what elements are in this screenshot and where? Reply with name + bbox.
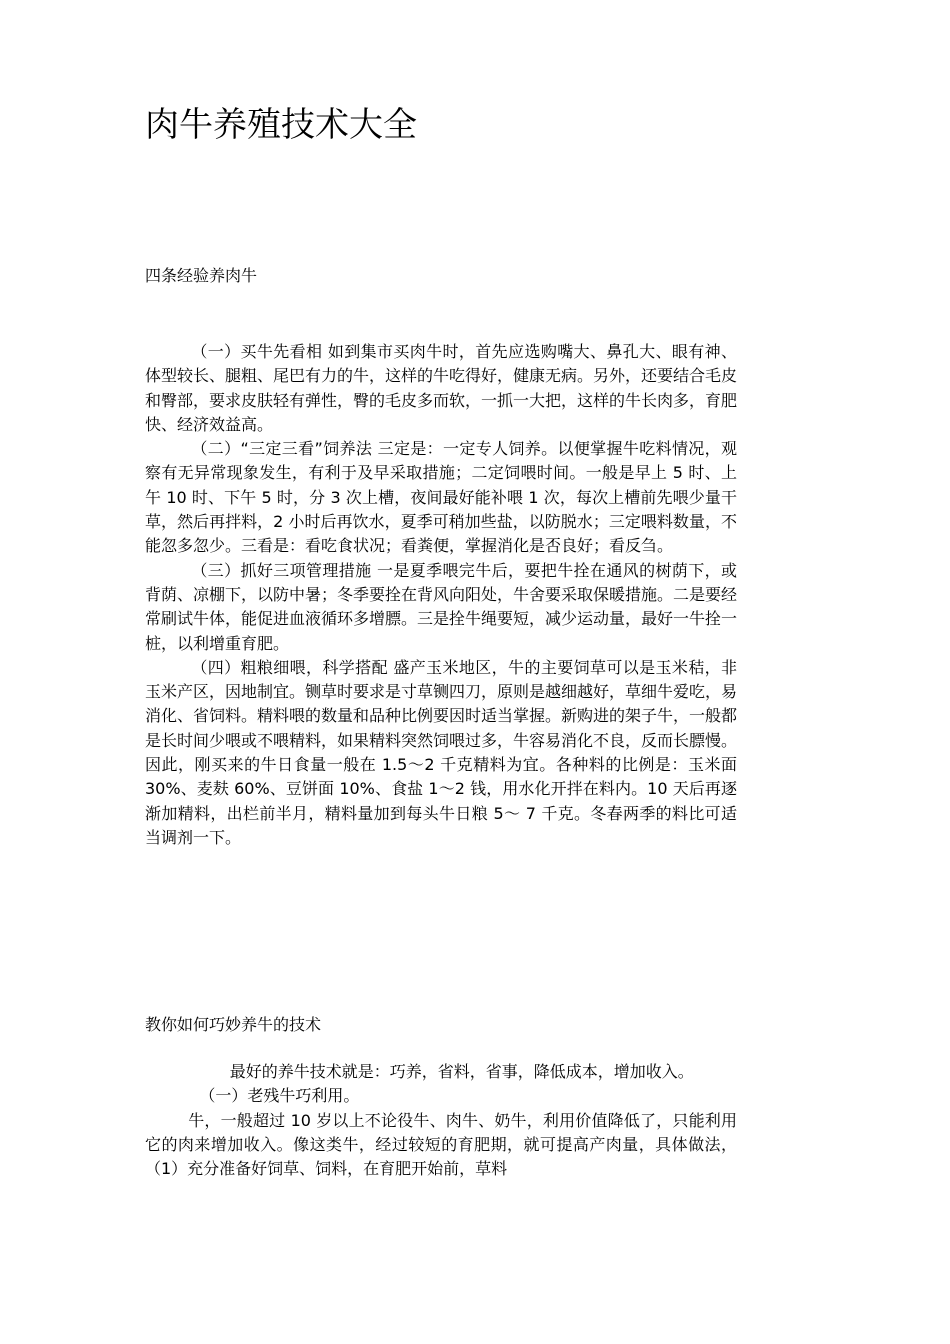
- paragraph: （三）抓好三项管理措施 一是夏季喂完牛后，要把牛拴在通风的树荫下，或背荫、凉棚下，以防中暑；冬季要拴在背风向阳处，牛舍要采取保暖措施。二是要经常刷试牛体，能促进血液循环多增膘。三是拴牛绳要短，减少运动量，最好一牛拴一桩，以利增重育肥。: [145, 560, 738, 653]
- section-body: [145, 340, 737, 850]
- paragraph: （四）粗粮细喂，科学搭配 盛产玉米地区，牛的主要饲草可以是玉米秸，非玉米产区，因地制宜。铡草时要求是寸草铡四刀，原则是越细越好，草细牛爱吃，易消化、省饲料。精料喂的数量和品种比例要因时适当掌握。新购进的架子牛，一般都是长时间少喂或不喂精料，如果精料突然饲喂过多，牛容易消化不良，反而长膘慢。因此，刚买来的牛日食量一般在 1.5～2 千克精料为宜。各种料的比例是：玉米面 30%、麦麸 60%、豆饼面 10%、食盐 1～2 钱，用水化开拌在料内。10 天后再逐渐加精料，出栏前半月，精料量加到每头牛日粮 5～ 7 千克。冬春两季的料比可适当调剂一下。: [145, 657, 738, 847]
- section-heading: 教你如何巧妙养牛的技术: [145, 1015, 322, 1034]
- section-body: [145, 1060, 737, 1181]
- paragraph: （一）老残牛巧利用。: [199, 1086, 360, 1106]
- paragraph: 最好的养牛技术就是：巧养，省料，省事，降低成本，增加收入。: [229, 1062, 694, 1081]
- section-heading: 四条经验养肉牛: [145, 266, 258, 285]
- paragraph: 牛，一般超过 10 岁以上不论役牛、肉牛、奶牛，利用价值降低了，只能利用它的肉来增加收入。像这类牛，经过较短的育肥期，就可提高产肉量，具体做法，（1）充分准备好饲草、饲料，在育肥开始前，草料: [145, 1110, 737, 1179]
- paragraph: （一）买牛先看相 如到集市买肉牛时，首先应选购嘴大、鼻孔大、眼有神、体型较长、腿粗、尾巴有力的牛，这样的牛吃得好，健康无病。另外，还要结合毛皮和臀部，要求皮肤轻有弹性，臀的毛皮多而软，一抓一大把，这样的牛长肉多，育肥快、经济效益高。: [145, 342, 738, 434]
- paragraph: （二）“三定三看”饲养法 三定是：一定专人饲养。以便掌握牛吃料情况，观察有无异常现象发生，有利于及早采取措施；二定饲喂时间。一般是早上 5 时、上午 10 时、下午 5 时，分 3 次上槽，夜间最好能补喂 1 次，每次上槽前先喂少量干草，然后再拌料，2 小时后再饮水，夏季可稍加些盐，以防脱水；三定喂料数量，不能忽多忽少。三看是：看吃食状况；看粪便，掌握消化是否良好；看反刍。: [145, 439, 737, 556]
- document-title: 肉牛养殖技术大全: [145, 105, 417, 145]
